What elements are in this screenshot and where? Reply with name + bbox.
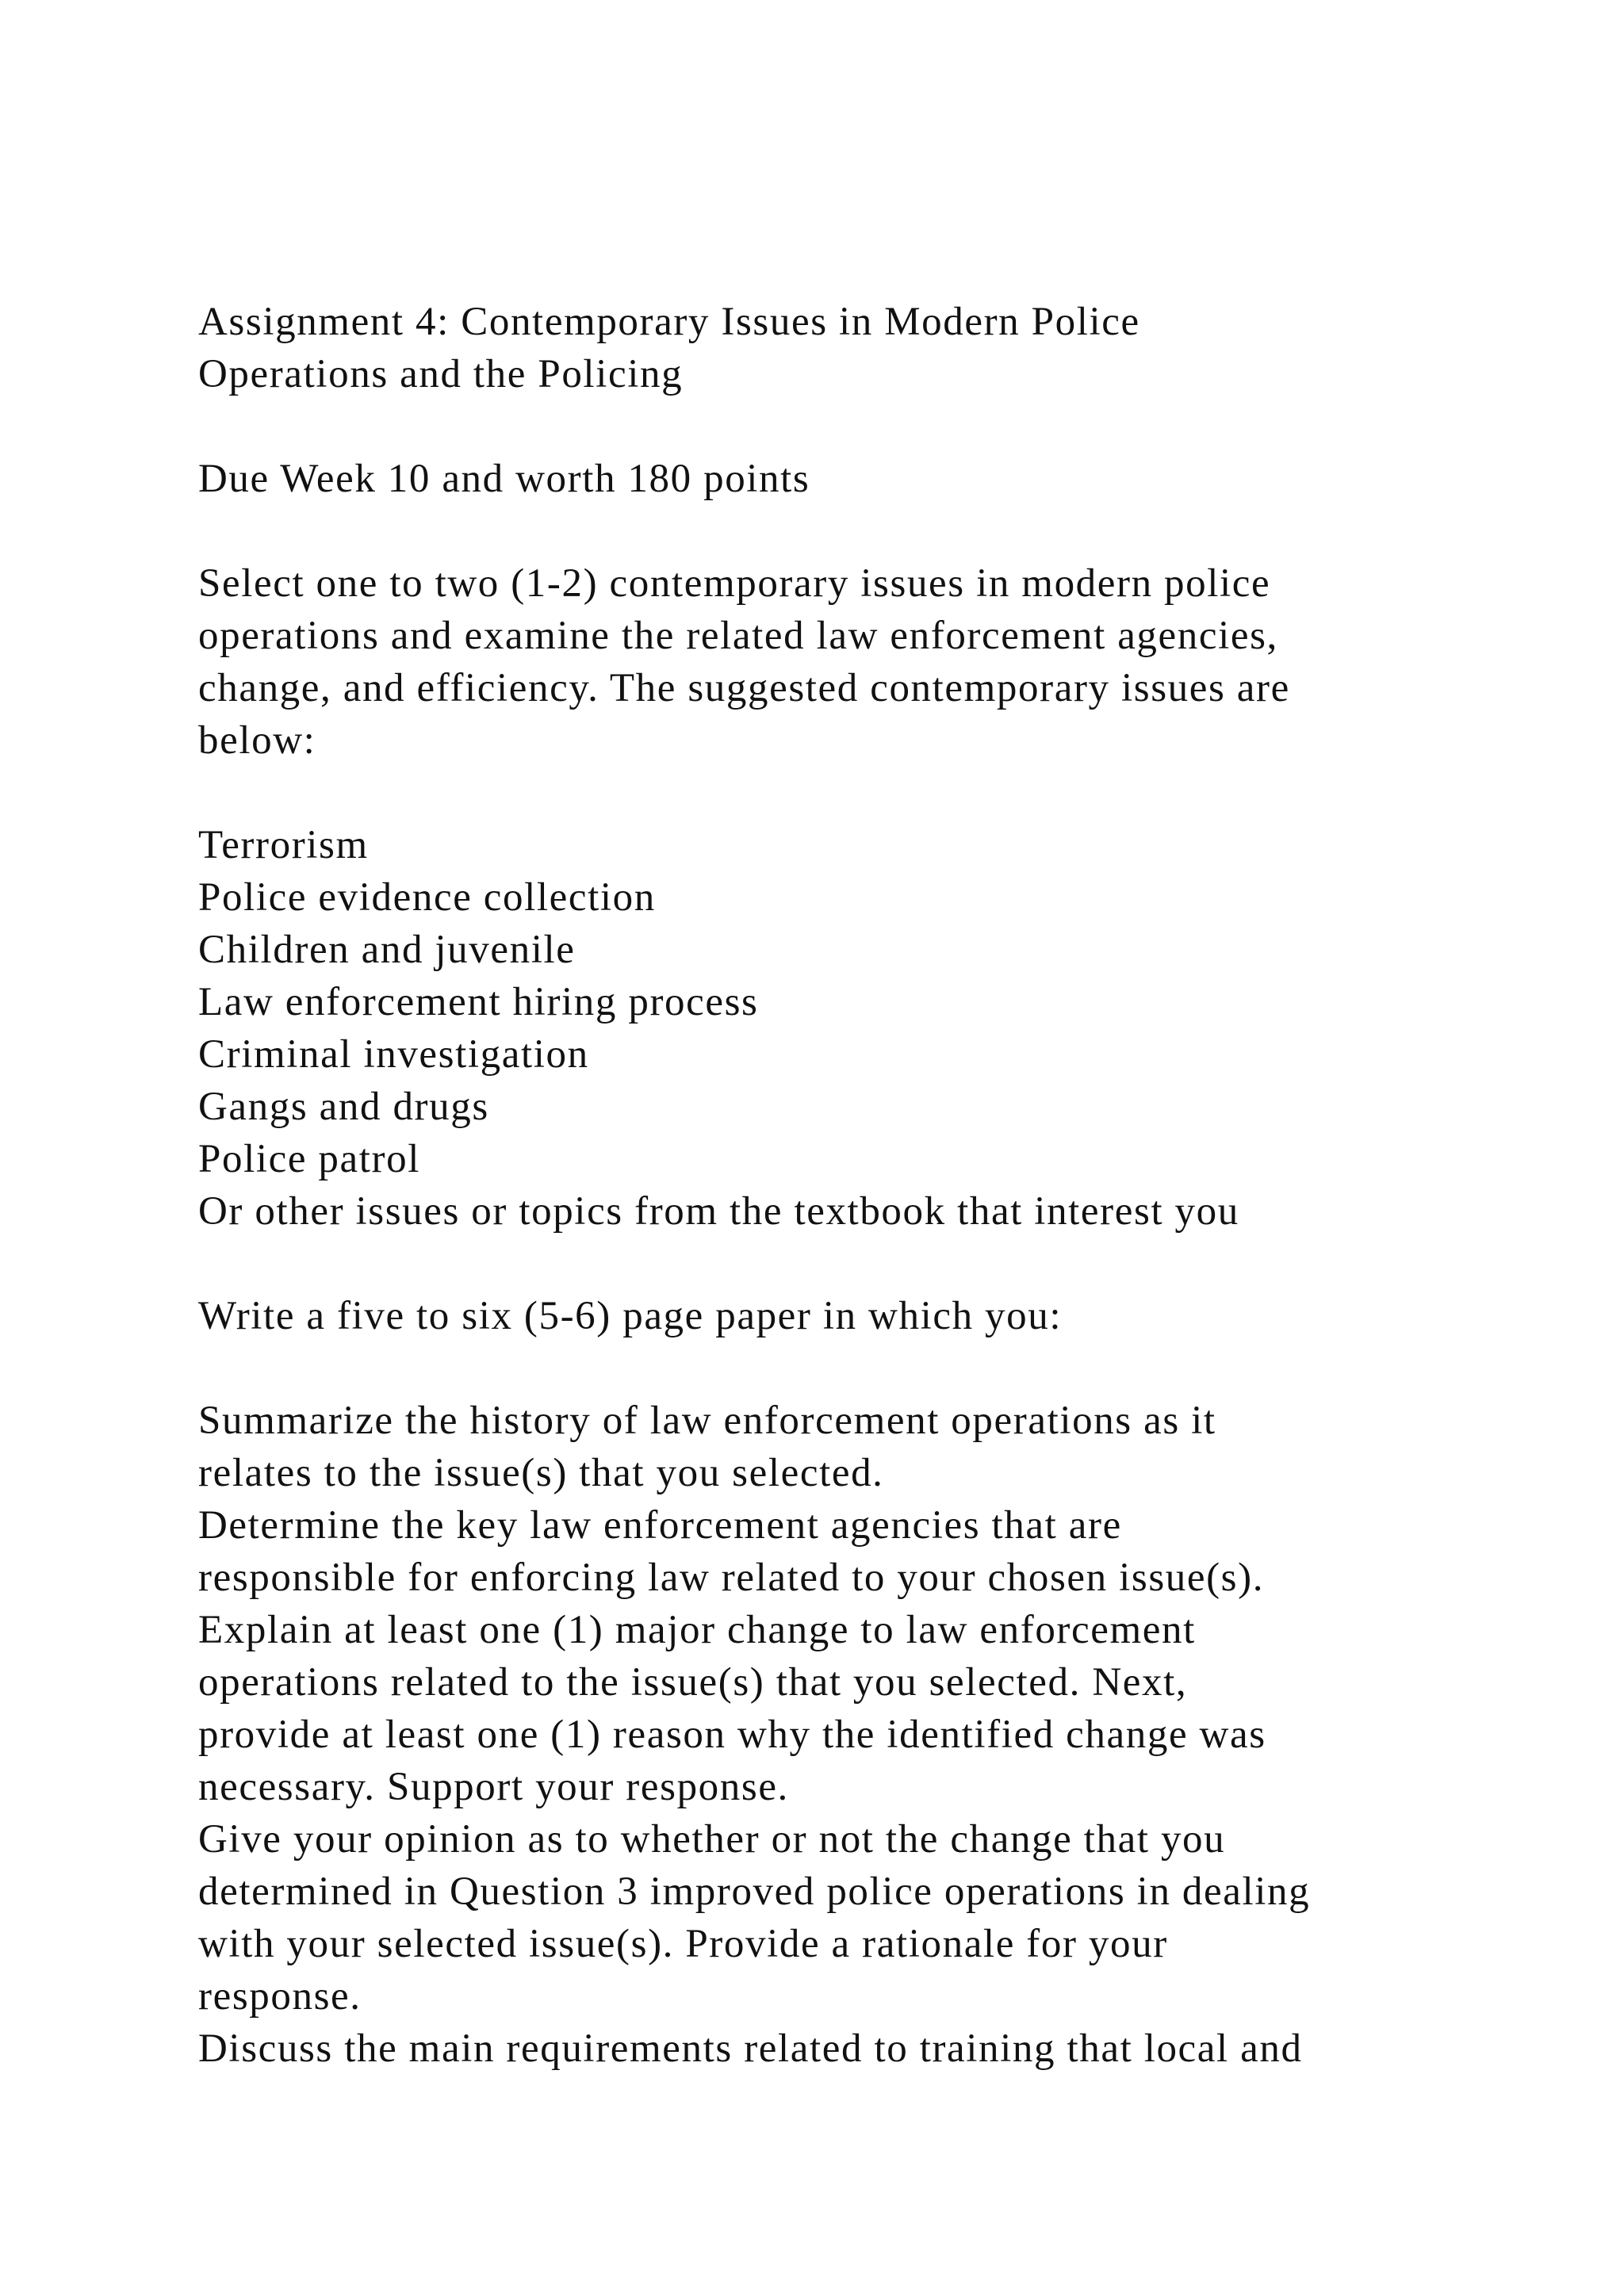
requirement-line: provide at least one (1) reason why the identified change was — [198, 1712, 1266, 1757]
issue-item: Or other issues or topics from the textbook that interest you — [198, 1189, 1239, 1234]
requirement-line: Give your opinion as to whether or not the change that you — [198, 1817, 1226, 1862]
requirement-line: relates to the issue(s) that you selected. — [198, 1451, 884, 1495]
issue-item: Terrorism — [198, 823, 369, 867]
spacer — [198, 400, 1507, 453]
requirement-line: response. — [198, 1974, 362, 2019]
intro-line: below: — [198, 718, 316, 763]
spacer — [198, 505, 1507, 557]
paper-instruction: Write a five to six (5-6) page paper in which you: — [198, 1294, 1063, 1338]
requirement-line: necessary. Support your response. — [198, 1765, 789, 1809]
title-line: Operations and the Policing — [198, 352, 684, 396]
requirements-list — [198, 1395, 1507, 2075]
intro-line: Select one to two (1-2) contemporary issues in modern police — [198, 561, 1271, 606]
issue-item: Police evidence collection — [198, 875, 656, 920]
title-line: Assignment 4: Contemporary Issues in Modern Police — [198, 300, 1140, 344]
intro-line: change, and efficiency. The suggested contemporary issues are — [198, 666, 1290, 710]
document-body — [198, 296, 1507, 2075]
issues-list — [198, 819, 1507, 1238]
requirement-line: Determine the key law enforcement agencies that are — [198, 1503, 1122, 1548]
spacer — [198, 1342, 1507, 1395]
requirement-line: Discuss the main requirements related to training that local and — [198, 2026, 1303, 2071]
requirement-line: Summarize the history of law enforcement operations as it — [198, 1399, 1216, 1443]
requirement-line: responsible for enforcing law related to your chosen issue(s). — [198, 1556, 1265, 1600]
spacer — [198, 1238, 1507, 1290]
due-date-line: Due Week 10 and worth 180 points — [198, 457, 810, 501]
requirement-line: operations related to the issue(s) that you selected. Next, — [198, 1660, 1188, 1705]
issue-item: Criminal investigation — [198, 1032, 589, 1077]
intro-line: operations and examine the related law enforcement agencies, — [198, 614, 1278, 658]
issue-item: Gangs and drugs — [198, 1085, 489, 1129]
assignment-title — [198, 296, 1507, 400]
issue-item: Children and juvenile — [198, 928, 576, 972]
spacer — [198, 767, 1507, 819]
requirement-line: with your selected issue(s). Provide a rationale for your — [198, 1922, 1168, 1966]
requirement-line: determined in Question 3 improved police operations in dealing — [198, 1869, 1311, 1914]
issue-item: Police patrol — [198, 1137, 420, 1181]
issue-item: Law enforcement hiring process — [198, 980, 759, 1024]
intro-paragraph — [198, 557, 1507, 767]
requirement-line: Explain at least one (1) major change to law enforcement — [198, 1608, 1196, 1652]
